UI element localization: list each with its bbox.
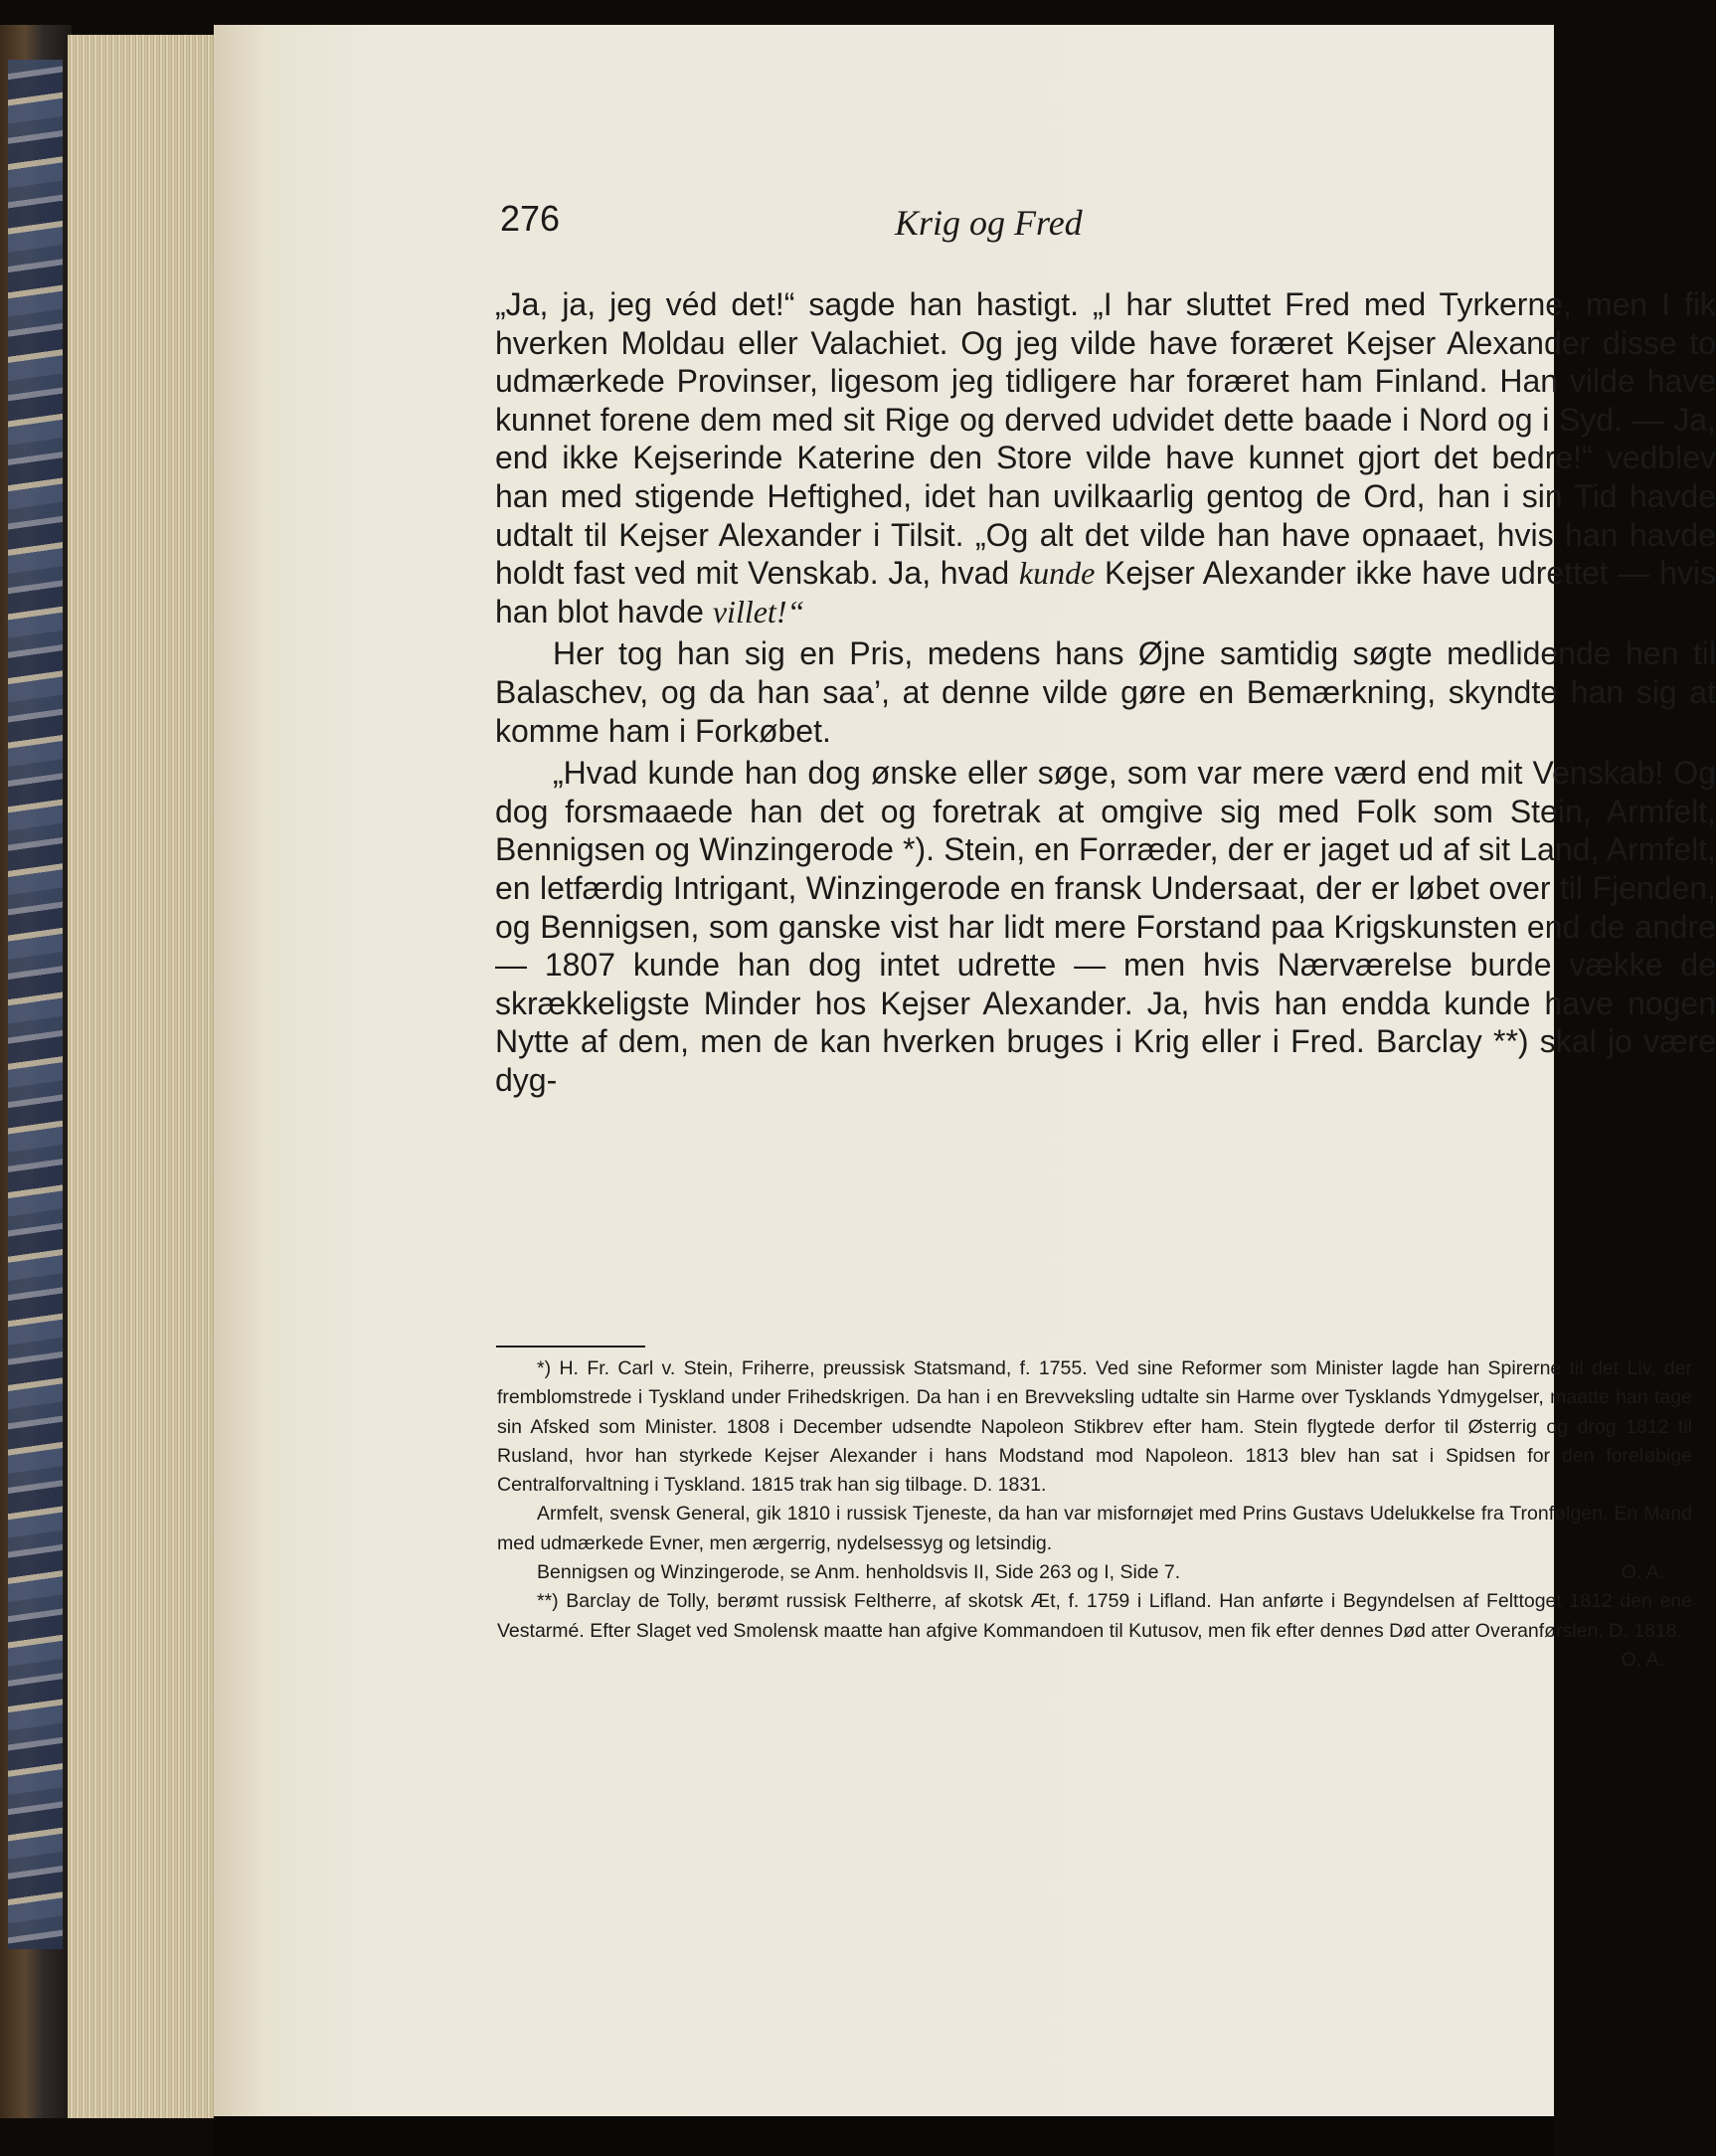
paragraph-text: „Ja, ja, jeg véd det!“ sagde han hastigt. „I har sluttet Fred med Tyrkerne, men I fik hverken Moldau eller Valachiet. Og jeg vilde have foræret Kejser Alexander disse to udmærkede Provinser, ligesom jeg tidligere har foræret ham Finland. Han vilde have kunnet forene dem med sit Rige og derved udvidet dette baade i Nord og i Syd. — Ja, end ikke Kejserinde Katerine den Store vilde have kunnet gjort det bedre!“ vedblev han med stigende Heftighed, idet han uvilkaarlig gentog de Ord, han i sin Tid havde udtalt til Kejser Alexander i Tilsit. „Og alt det vilde han have opnaaet, hvis han havde holdt fast ved mit Venskab. Ja, hvad xyxy=(495,286,1716,592)
footnote-armfelt: Armfelt, svensk General, gik 1810 i russisk Tjeneste, da han var misfornøjet med Prins Gustavs Udelukkelse fra Tronfølgen. En Mand med udmærkede Evner, men ærgerrig, nydelsessyg og letsindig. xyxy=(497,1503,1692,1554)
body-text xyxy=(495,285,1716,1099)
emphasis: villet!“ xyxy=(712,593,805,629)
footnote-text: Bennigsen og Winzingerode, se Anm. henholdsvis II, Side 263 og I, Side 7. xyxy=(537,1561,1181,1584)
paragraph: „Hvad kunde han dog ønske eller søge, som var mere værd end mit Venskab! Og dog forsmaaede han det og foretrak at omgive sig med Folk som Stein, Armfelt, Bennigsen og Winzingerode *). Stein, en Forræder, der er jaget ud af sit Land, Armfelt, en letfærdig Intrigant, Winzingerode en fransk Undersaat, der er løbet over til Fjenden, og Bennigsen, som ganske vist har lidt mere Forstand paa Krigskunsten end de andre — 1807 kunde han dog intet udrette — men hvis Nærværelse burde vække de skrækkeligste Minder hos Kejser Alexander. Ja, hvis han endda kunde have nogen Nytte af dem, men de kan hverken bruges i Krig eller i Fred. Barclay **) skal jo være dyg- xyxy=(495,755,1716,1098)
footnotes xyxy=(497,1354,1692,1675)
paragraph: Her tog han sig en Pris, medens hans Øjne samtidig søgte medlidende hen til Balaschev, og da han saa’, at denne vilde gøre en Bemærkning, skyndte han sig at komme ham i Forkøbet. xyxy=(495,635,1716,749)
paragraph-text: Kejser Alexander ikke have udrettet — hvis han blot havde xyxy=(495,555,1716,629)
marbled-endpaper xyxy=(8,60,63,1949)
footnote-bennigsen xyxy=(497,1558,1692,1587)
page-number: 276 xyxy=(500,198,561,239)
footnote-signature: O. A. xyxy=(1621,1648,1664,1671)
book-page xyxy=(214,25,1716,2118)
page-header xyxy=(214,174,1554,243)
paragraph xyxy=(495,285,1716,630)
running-title: Krig og Fred xyxy=(895,203,1083,243)
footnote-signature: O. A. xyxy=(1621,1561,1664,1584)
emphasis: kunde xyxy=(1018,555,1096,592)
footnote-rule xyxy=(496,1346,645,1348)
footnote-barclay: **) Barclay de Tolly, berømt russisk Feltherre, af skotsk Æt, f. 1759 i Lifland. Han anførte i Begyndelsen af Felttoget 1812 den ene Vestarmé. Efter Slaget ved Smolensk maatte han afgive Kommandoen til Kutusov, men fik efter dennes Død atter Overanførslen. D. 1818. xyxy=(497,1590,1692,1642)
page-shadow xyxy=(214,2116,1554,2156)
page-stack-edge xyxy=(68,35,227,2118)
footnote-stein: *) H. Fr. Carl v. Stein, Friherre, preussisk Statsmand, f. 1755. Ved sine Reformer som Minister lagde han Spirerne til det Liv, der fremblomstrede i Tyskland under Frihedskrigen. Da han i en Brevveksling udtalte sin Harme over Tysklands Ydmygelser, maatte han tage sin Afsked som Minister. 1808 i December udsendte Napoleon Stikbrev efter ham. Stein flygtede derfor til Østerrig og drog 1812 til Rusland, hvor han styrkede Kejser Alexander i hans Modstand mod Napoleon. 1813 blev han sat i Spidsen for den foreløbige Centralforvaltning i Tyskland. 1815 trak han sig tilbage. D. 1831. xyxy=(497,1357,1692,1497)
